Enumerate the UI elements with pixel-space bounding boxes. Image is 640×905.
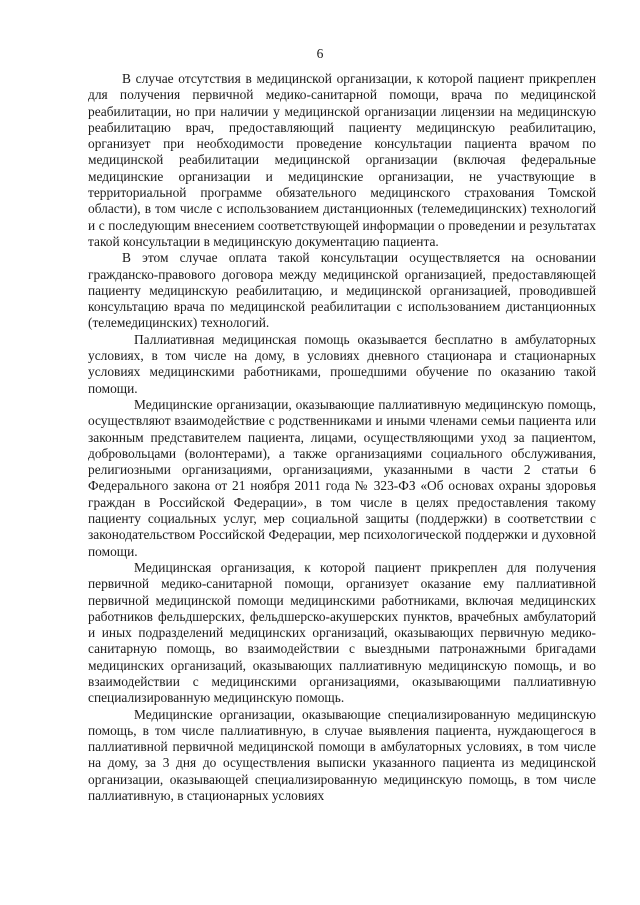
document-body	[88, 71, 596, 804]
paragraph-rehab-consultation: В случае отсутствия в медицинской организации, к которой пациент прикреплен для получения первичной медико-санитарной помощи, врача по медицинской реабилитации, но при наличии у медицинской организации лицензии на медицинскую реабилитацию врач, предоставляющий пациенту медицинскую реабилитацию, организует при необходимости проведение консультации пациента врачом по медицинской реабилитации медицинской организации (включая федеральные медицинские организации и медицинские организации, не участвующие в территориальной программе обязательного медицинского страхования Томской области), в том числе с использованием дистанционных (телемедицинских) технологий и с последующим внесением соответствующей информации о проведении и результатах такой консультации в медицинскую документацию пациента.	[88, 71, 596, 249]
paragraph-primary-palliative: Медицинская организация, к которой пациент прикреплен для получения первичной медико-санитарной помощи, организует оказание ему паллиативной первичной медицинской помощи медицинскими работниками, включая медицинских работников фельдшерских, фельдшерско-акушерских пунктов, врачебных амбулаторий и иных подразделений медицинских организаций, оказывающих первичную медико-санитарную помощь, во взаимодействии с выездными патронажными бригадами медицинских организаций, оказывающих паллиативную медицинскую помощь, и во взаимодействии с медицинскими организациями, оказывающими паллиативную специализированную медицинскую помощь.	[88, 559, 596, 706]
paragraph-consultation-payment: В этом случае оплата такой консультации осуществляется на основании гражданско-правового договора между медицинской организацией, предоставляющей пациенту медицинскую реабилитацию, и медицинской организацией, проводившей консультацию врача по медицинской реабилитации с использованием дистанционных (телемедицинских) технологий.	[88, 250, 596, 331]
paragraph-specialized-discharge: Медицинские организации, оказывающие специализированную медицинскую помощь, в том числе паллиативную, в случае выявления пациента, нуждающегося в паллиативной первичной медицинской помощи в амбулаторных условиях, в том числе на дому, за 3 дня до осуществления выписки указанного пациента из медицинской организации, оказывающей специализированную медицинскую помощь, в том числе паллиативную, в стационарных условиях	[88, 706, 596, 804]
paragraph-palliative-interaction: Медицинские организации, оказывающие паллиативную медицинскую помощь, осуществляют взаимодействие с родственниками и иными членами семьи пациента или законным представителем пациента, лицами, осуществляющими уход за пациентом, добровольцами (волонтерами), а также организациями социального обслуживания, религиозными организациями, организациями, указанными в части 2 статьи 6 Федерального закона от 21 ноября 2011 года № 323-ФЗ «Об основах охраны здоровья граждан в Российской Федерации», в том числе в целях предоставления такому пациенту социальных услуг, мер социальной защиты (поддержки) в соответствии с законодательством Российской Федерации, мер психологической поддержки и духовной помощи.	[88, 396, 596, 559]
page-number: 6	[316, 46, 324, 61]
paragraph-palliative-care: Паллиативная медицинская помощь оказывается бесплатно в амбулаторных условиях, в том числе на дому, в условиях дневного стационара и стационарных условиях медицинскими работниками, прошедшими обучение по оказанию такой помощи.	[88, 331, 596, 396]
